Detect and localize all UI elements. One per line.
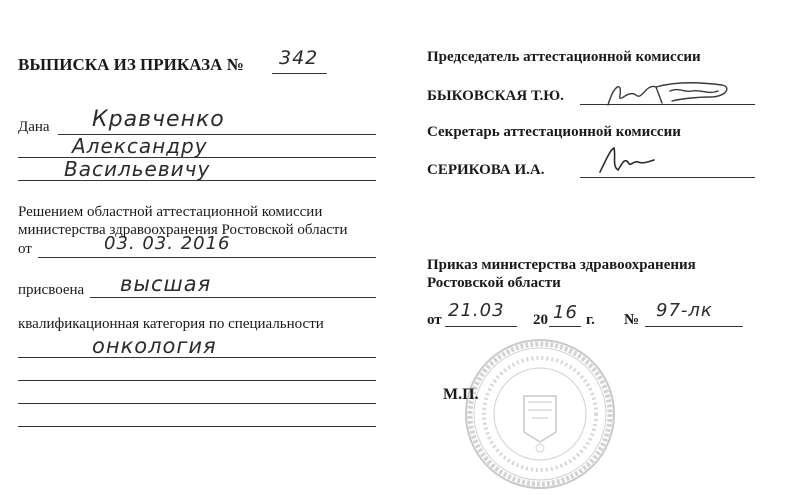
year-prefix: 20 — [533, 312, 548, 328]
secretary-name: СЕРИКОВА И.А. — [427, 162, 545, 178]
order-number-line-right — [645, 326, 743, 327]
decision-date-line — [38, 257, 376, 258]
order-line-2: Ростовской области — [427, 275, 561, 291]
secretary-title: Секретарь аттестационной комиссии — [427, 124, 681, 140]
assigned-label: присвоена — [18, 282, 85, 298]
given-label: Дана — [18, 119, 50, 135]
firstname-handwritten: Александру — [72, 134, 208, 158]
year-label: г. — [586, 312, 595, 328]
order-number-handwritten: 342 — [279, 47, 319, 69]
order-number-line — [272, 73, 327, 74]
surname-handwritten: Кравченко — [92, 107, 225, 132]
document-title: ВЫПИСКА ИЗ ПРИКАЗА № — [18, 55, 244, 74]
decision-date-handwritten: 03. 03. 2016 — [104, 233, 231, 254]
official-stamp-seal — [462, 336, 618, 492]
order-no-label: № — [624, 312, 640, 328]
order-day-line — [445, 326, 517, 327]
specialty-label: квалификационная категория по специальности — [18, 316, 324, 332]
specialty-line-1 — [18, 357, 376, 358]
chair-signature — [600, 75, 750, 115]
category-handwritten: высшая — [120, 272, 212, 296]
category-line — [90, 297, 376, 298]
chair-title: Председатель аттестационной комиссии — [427, 49, 701, 65]
specialty-line-4 — [18, 426, 376, 427]
given-line-3 — [18, 180, 376, 181]
secretary-signature — [596, 142, 656, 182]
specialty-line-2 — [18, 380, 376, 381]
decision-line-2: министерства здравоохранения Ростовской области — [18, 222, 348, 238]
year-suffix-handwritten: 16 — [553, 302, 578, 323]
year-line — [549, 326, 581, 327]
stamp-place-label: М.П. — [443, 386, 479, 403]
specialty-line-3 — [18, 403, 376, 404]
decision-line-1: Решением областной аттестационной комиссии — [18, 204, 323, 220]
order-line-1: Приказ министерства здравоохранения — [427, 257, 696, 273]
order-number-handwritten-right: 97-лк — [656, 300, 713, 321]
order-from-label: от — [427, 312, 442, 328]
decision-from-label: от — [18, 241, 32, 257]
patronymic-handwritten: Васильевичу — [64, 157, 211, 181]
order-day-handwritten: 21.03 — [448, 300, 505, 321]
chair-name: БЫКОВСКАЯ Т.Ю. — [427, 88, 564, 104]
specialty-handwritten: онкология — [92, 334, 217, 358]
